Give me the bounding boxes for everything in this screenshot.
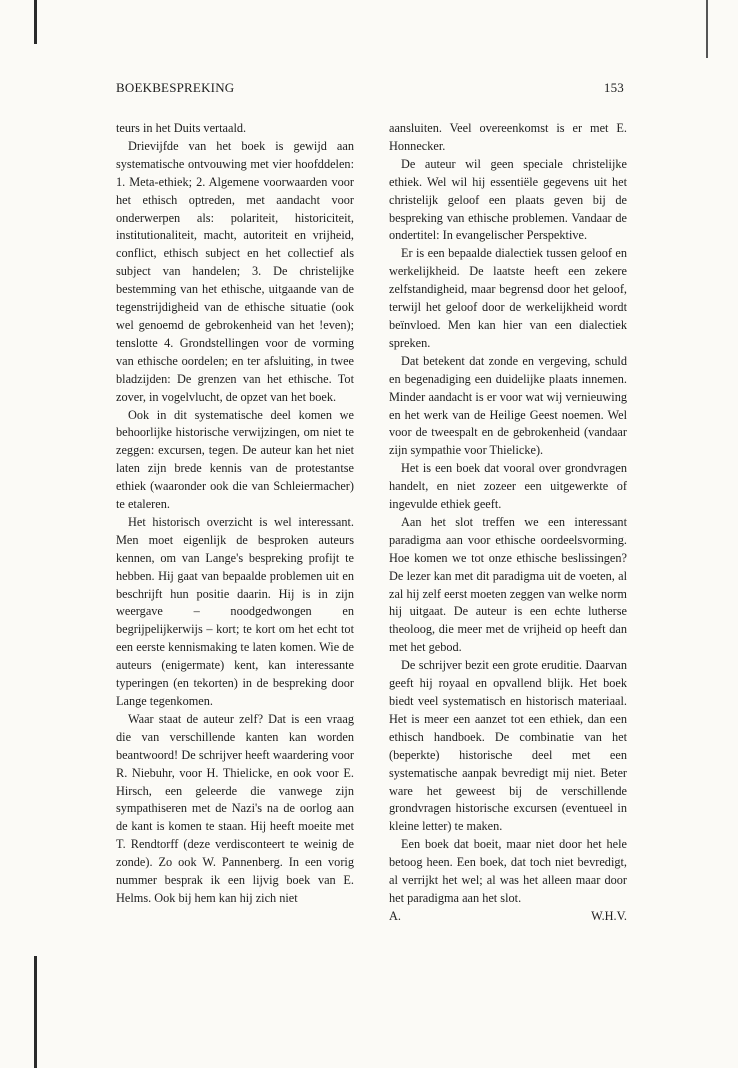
running-header: [116, 80, 624, 98]
right-column: [389, 120, 627, 926]
paragraph: Het is een boek dat vooral over grondvragen handelt, en niet zozeer een uitgewerkte of ingevulde ethiek geeft.: [389, 461, 627, 512]
paragraph: Een boek dat boeit, maar niet door het hele betoog heen. Een boek, dat toch niet bevredigt, al verrijkt het wel; al was het alleen maar door het paradigma aan het slot.: [389, 837, 627, 905]
left-column: [116, 120, 354, 908]
paragraph: Ook in dit systematische deel komen we behoorlijke historische verwijzingen, om niet te zeggen: excursen, tegen. De auteur kan het niet laten zijn brede kennis van de protestantse ethiek (waaronder ook die van Schleiermacher) te etaleren.: [116, 407, 354, 512]
binding-edge-bottom: [34, 956, 37, 1068]
binding-edge-top: [34, 0, 37, 44]
paragraph: Het historisch overzicht is wel interessant. Men moet eigenlijk de besproken auteurs kennen, om van Lange's bespreking profijt te hebben. Hij gaat van bepaalde problemen uit en beschrijft hun positie daarin. Hij is in zijn weergave – noodgedwongen en begrijpelijkerwijs – kort; te kort om het echt tot een eerste kennismaking te laten komen. Wie de auteurs (enigermate) kent, kan interessante typeringen (en tekorten) in de bespreking door Lange tegenkomen.: [116, 514, 354, 708]
paragraph: Dat betekent dat zonde en vergeving, schuld en begenadiging een duidelijke plaats innemen. Minder aandacht is er voor wat wij vernieuwing en het werk van de Heilige Geest noemen. Wel voor de tweespalt en de gebrokenheid (vandaar zijn sympathie voor Thielicke).: [389, 353, 627, 458]
signature-initial: A.: [389, 908, 401, 923]
signature-line: [389, 908, 627, 926]
paragraph: Drievijfde van het boek is gewijd aan systematische ontvouwing met vier hoofddelen: 1. Meta-ethiek; 2. Algemene voorwaarden voor het ethisch optreden, met aandacht voor onderwerpen als: polariteit, historiciteit, institutionaliteit, macht, autoriteit en vrijheid, conflict, ethisch subject en het collectief als subject van handelen; 3. De christelijke bestemming van het ethische, uitgaande van de tegenstrijdigheid van de ethische situatie (ook wel genoemd de gebrokenheid van het !even); tenslotte 4. Grondstellingen voor de vorming van ethische oordelen; en ter afsluiting, in twee bladzijden: De grenzen van het ethische. Tot zover, in vogelvlucht, de opzet van het boek.: [116, 138, 354, 404]
paragraph: Waar staat de auteur zelf? Dat is een vraag die van verschillende kanten kan worden beantwoord! De schrijver heeft waardering voor R. Niebuhr, voor H. Thielicke, en ook voor E. Hirsch, een geleerde die vanwege zijn sympathiseren met de Nazi's na de oorlog aan de kant is komen te staan. Hij heeft moeite met T. Rendtorff (deze verdisconteert te weinig de zonde). Zo ook W. Pannenberg. In een vorig nummer besprak ik een lijvig boek van E. Helms. Ook bij hem kan hij zich niet: [116, 711, 354, 905]
page-number: 153: [603, 80, 624, 95]
paragraph: De schrijver bezit een grote eruditie. Daarvan geeft hij royaal en opvallend blijk. Het boek biedt veel systematisch en historisch materiaal. Het is meer een aanzet tot een ethiek, dan een ethisch handboek. De combinatie van het (beperkte) historische deel met een systematische aanpak bevredigt mij niet. Beter ware het geweest bij de verschillende grondvragen historische excursen (eventueel in kleine letter) te maken.: [389, 658, 627, 834]
reviewer-initials: W.H.V.: [591, 908, 627, 923]
paragraph: Aan het slot treffen we een interessant paradigma aan voor ethische oordeelsvorming. Hoe komen we tot onze ethische beslissingen? De lezer kan met dit paradigma uit de voeten, al zal hij zelf eerst moeten zeggen van welke norm hij uitgaat. De auteur is een echte lutherse theoloog, die meer met de vrijheid op heeft dan met het gebod.: [389, 514, 627, 655]
paragraph: aansluiten. Veel overeenkomst is er met E. Honnecker.: [389, 121, 627, 153]
paragraph: Er is een bepaalde dialectiek tussen geloof en werkelijkheid. De laatste heeft een zekere zelfstandigheid, maar begrensd door het geloof, terwijl het geloof door de werkelijkheid wordt beïnvloed. Men kan hier van een dialectiek spreken.: [389, 246, 627, 350]
page-edge-mark: [706, 0, 708, 58]
paragraph: teurs in het Duits vertaald.: [116, 121, 247, 135]
paragraph: De auteur wil geen speciale christelijke ethiek. Wel wil hij essentiële gegevens uit het christelijk geloof een plaats geven bij de bespreking van ethische problemen. Vandaar de ondertitel: In evangelischer Perspektive.: [389, 156, 627, 243]
section-title: BOEKBESPREKING: [116, 80, 235, 95]
